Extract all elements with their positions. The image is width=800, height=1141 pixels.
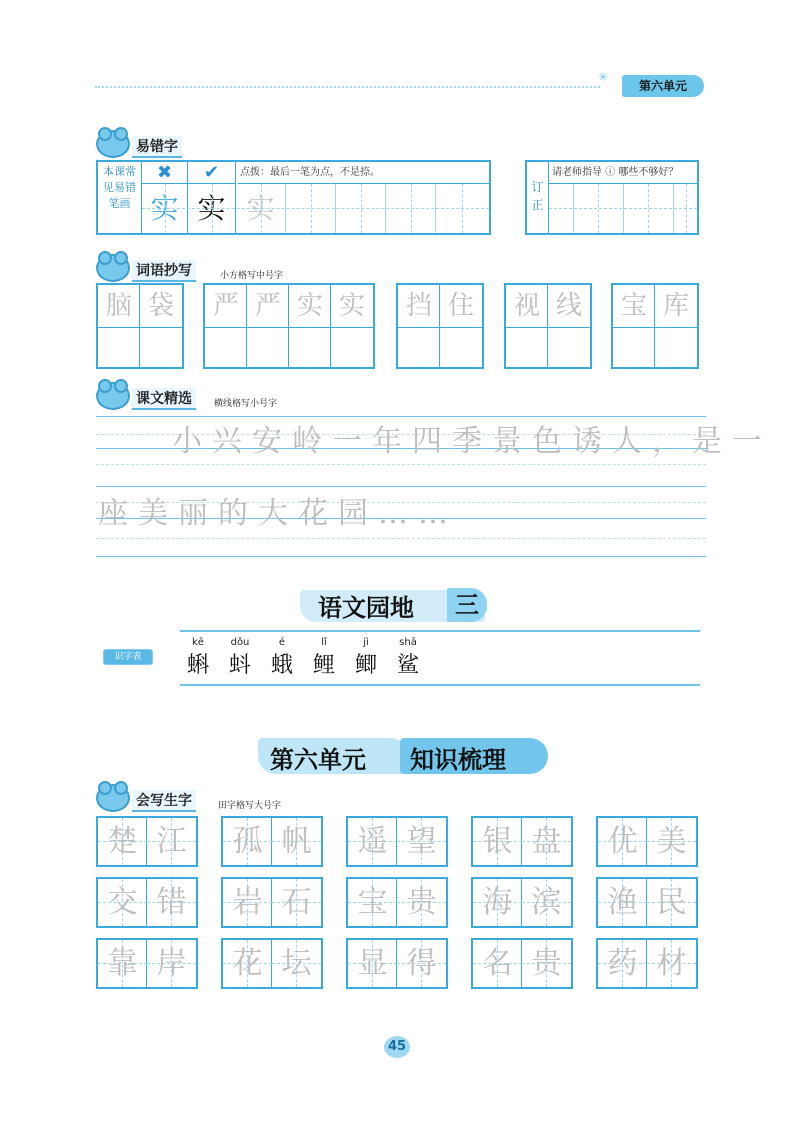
grid-guide — [573, 184, 574, 233]
words-note: 小方格写中号字 — [220, 271, 284, 281]
word-cell — [289, 285, 331, 367]
trace-char: 药 — [607, 946, 638, 981]
tianzige-cell — [522, 818, 571, 865]
trace-char: 袋 — [147, 291, 174, 321]
tianzige-pair[interactable] — [471, 816, 573, 867]
grid-guide — [212, 184, 213, 233]
trace-char: 岩 — [232, 885, 263, 920]
pig-icon — [96, 130, 130, 158]
tianzige-cell — [522, 879, 571, 926]
wrong-char: 实 — [142, 184, 188, 233]
trace-char: 错 — [156, 885, 187, 920]
tianzige-pair[interactable] — [471, 938, 573, 989]
tianzige-pair[interactable] — [96, 938, 198, 989]
trace-char: 实 — [338, 291, 365, 321]
word-cell — [331, 285, 373, 367]
trace-char: 望 — [406, 824, 437, 859]
trace-char: 滨 — [531, 885, 562, 920]
correction-table — [525, 160, 699, 235]
trace-char: 实 — [236, 184, 286, 233]
tianzige-cell — [473, 818, 522, 865]
word-cell — [613, 285, 655, 367]
tianzige-pair[interactable] — [221, 877, 323, 928]
trace-char: 库 — [662, 291, 689, 321]
trace-char: 江 — [156, 824, 187, 859]
tianzige-cell — [473, 940, 522, 987]
trace-char: 名 — [482, 946, 513, 981]
header-dotted-line — [95, 86, 600, 88]
garden-top-line — [180, 630, 700, 632]
recognize-char: 蛾 — [270, 653, 293, 678]
summary-title: 会写生字 — [132, 790, 196, 812]
tianzige-pair[interactable] — [221, 816, 323, 867]
tianzige-cell — [647, 879, 696, 926]
word-cell — [398, 285, 440, 367]
word-cell — [140, 285, 182, 367]
passage-note: 横线格写小号字 — [214, 399, 278, 409]
tianzige-pair[interactable] — [471, 877, 573, 928]
grid-guide — [411, 184, 412, 233]
tianzige-cell — [397, 818, 446, 865]
trace-char: 住 — [447, 291, 474, 321]
trace-char: 坛 — [281, 946, 312, 981]
trace-char: 得 — [406, 946, 437, 981]
recognize-char: 蚪 — [228, 653, 251, 678]
pinyin-label: é — [278, 637, 286, 648]
tianzige-cell — [598, 818, 647, 865]
passage-line-1: 小兴安岭一年四季景色诱人，是一 — [172, 424, 772, 459]
snowflake-icon: ✳ — [598, 70, 609, 84]
recognize-badge: 识字表 — [103, 649, 153, 665]
word-group[interactable] — [611, 283, 699, 369]
recognize-char: 鲤 — [312, 653, 335, 678]
errors-table — [96, 160, 491, 235]
trace-char: 宝 — [620, 291, 647, 321]
errors-note: 点拨：最后一笔为点，不是捺。 — [238, 162, 489, 184]
trace-char: 花 — [232, 946, 263, 981]
summary-unit: 第六单元 — [270, 745, 366, 774]
word-cell — [98, 285, 140, 367]
tianzige-cell — [598, 940, 647, 987]
pinyin-label: kē — [192, 637, 204, 648]
page-number: 45 — [384, 1036, 410, 1058]
word-cell — [506, 285, 548, 367]
tianzige-pair[interactable] — [96, 877, 198, 928]
trace-char: 视 — [513, 291, 540, 321]
cat-icon — [96, 254, 130, 282]
grid-guide — [165, 184, 166, 233]
grid-guide — [462, 184, 463, 233]
trace-char: 材 — [656, 946, 687, 981]
word-cell — [655, 285, 697, 367]
errors-title: 易错字 — [132, 136, 182, 158]
tianzige-pair[interactable] — [346, 938, 448, 989]
tianzige-pair[interactable] — [346, 816, 448, 867]
tianzige-cell — [647, 818, 696, 865]
trace-char: 显 — [357, 946, 388, 981]
trace-char: 孤 — [232, 824, 263, 859]
tianzige-pair[interactable] — [596, 938, 698, 989]
garden-title: 语文园地 — [318, 593, 414, 622]
grid-guide — [142, 208, 489, 209]
ruled-line — [96, 486, 706, 487]
tianzige-cell — [272, 879, 321, 926]
unit-tab: 第六单元 — [622, 75, 704, 97]
grid-guide — [648, 184, 649, 233]
grid-guide — [598, 184, 599, 233]
word-group[interactable] — [203, 283, 375, 369]
summary-topic: 知识梳理 — [410, 745, 506, 774]
tianzige-pair[interactable] — [221, 938, 323, 989]
tianzige-cell — [147, 818, 196, 865]
grid-guide — [686, 184, 687, 233]
trace-char: 遥 — [357, 824, 388, 859]
word-group[interactable] — [396, 283, 484, 369]
trace-char: 交 — [107, 885, 138, 920]
tianzige-cell — [98, 818, 147, 865]
correction-note: 请老师指导 ⓘ 哪些不够好？ — [549, 162, 697, 184]
grid-guide — [673, 184, 674, 233]
trace-char: 靠 — [107, 946, 138, 981]
wrong-icon: ✖ — [142, 162, 188, 184]
trace-char: 挡 — [405, 291, 432, 321]
tianzige-cell — [348, 818, 397, 865]
trace-char: 严 — [212, 291, 239, 321]
word-cell — [548, 285, 590, 367]
ruled-line — [96, 464, 706, 465]
pinyin-label: lǐ — [321, 637, 327, 648]
trace-char: 优 — [607, 824, 638, 859]
tianzige-cell — [348, 879, 397, 926]
recognize-char: 鲨 — [396, 653, 419, 678]
check-icon: ✔ — [188, 162, 236, 184]
right-char: 实 — [188, 184, 236, 233]
tianzige-cell — [223, 879, 272, 926]
trace-char: 脑 — [105, 291, 132, 321]
tianzige-pair[interactable] — [596, 877, 698, 928]
trace-char: 银 — [482, 824, 513, 859]
words-title: 词语抄写 — [132, 260, 196, 282]
trace-char: 贵 — [406, 885, 437, 920]
word-cell — [247, 285, 289, 367]
trace-char: 盘 — [531, 824, 562, 859]
tianzige-cell — [397, 940, 446, 987]
recognize-char: 蝌 — [186, 653, 209, 678]
panda-icon — [96, 382, 130, 410]
tianzige-cell — [598, 879, 647, 926]
trace-char: 楚 — [107, 824, 138, 859]
ruled-line — [96, 556, 706, 557]
tianzige-cell — [522, 940, 571, 987]
passage-line-2: 座美丽的大花园…… — [98, 496, 458, 531]
garden-bottom-line — [180, 684, 700, 686]
trace-char: 岸 — [156, 946, 187, 981]
pinyin-label: shā — [399, 637, 417, 648]
trace-char: 民 — [656, 885, 687, 920]
word-cell — [440, 285, 482, 367]
pinyin-label: dǒu — [230, 637, 250, 648]
word-group[interactable] — [504, 283, 592, 369]
word-group[interactable] — [96, 283, 184, 369]
trace-char: 帆 — [281, 824, 312, 859]
tianzige-cell — [223, 940, 272, 987]
trace-char: 贵 — [531, 946, 562, 981]
trace-char: 海 — [482, 885, 513, 920]
ruled-line — [96, 538, 706, 539]
tianzige-cell — [223, 818, 272, 865]
tianzige-cell — [473, 879, 522, 926]
tianzige-cell — [98, 879, 147, 926]
grid-guide — [623, 184, 624, 233]
tianzige-cell — [98, 940, 147, 987]
grid-guide — [361, 184, 362, 233]
trace-char: 宝 — [357, 885, 388, 920]
tianzige-cell — [147, 879, 196, 926]
tianzige-pair[interactable] — [96, 816, 198, 867]
tianzige-cell — [397, 879, 446, 926]
trace-char: 实 — [296, 291, 323, 321]
pinyin-label: jì — [363, 637, 369, 648]
tianzige-cell — [348, 940, 397, 987]
passage-title: 课文精选 — [132, 388, 196, 410]
tianzige-pair[interactable] — [596, 816, 698, 867]
tianzige-cell — [147, 940, 196, 987]
recognize-char: 鲫 — [354, 653, 377, 678]
word-cell — [205, 285, 247, 367]
trace-char: 石 — [281, 885, 312, 920]
trace-char: 渔 — [607, 885, 638, 920]
trace-char: 美 — [656, 824, 687, 859]
summary-note: 田字格写大号字 — [218, 801, 282, 811]
garden-number: 三 — [447, 588, 487, 622]
tianzige-cell — [272, 818, 321, 865]
grid-guide — [261, 184, 262, 233]
cow-icon — [96, 784, 130, 812]
trace-char: 线 — [555, 291, 582, 321]
tianzige-pair[interactable] — [346, 877, 448, 928]
tianzige-cell — [647, 940, 696, 987]
grid-guide — [311, 184, 312, 233]
correction-label: 订正 — [527, 162, 549, 233]
trace-char: 严 — [254, 291, 281, 321]
tianzige-cell — [272, 940, 321, 987]
errors-side-label: 本课常见易错笔画 — [98, 162, 142, 233]
